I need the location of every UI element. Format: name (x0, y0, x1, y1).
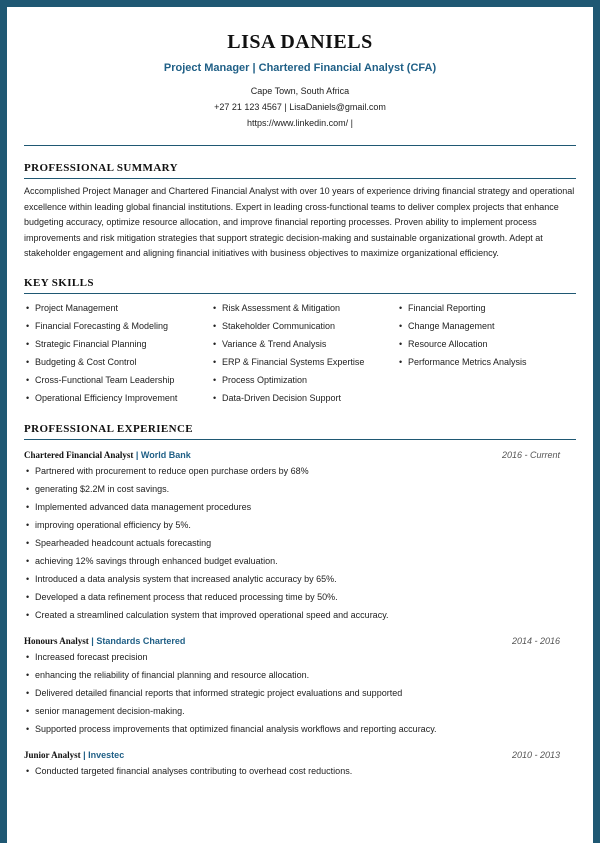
skill-item: • Resource Allocation (397, 335, 583, 353)
job-separator: | (135, 449, 139, 460)
skill-item: • Process Optimization (211, 371, 397, 389)
job-bullets (24, 462, 576, 624)
job-title-line (24, 634, 185, 648)
job-bullet: • enhancing the reliability of financial planning and resource allocation. (24, 666, 576, 684)
job-bullet: • Implemented advanced data management procedures (24, 498, 576, 516)
contact-phone-email[interactable]: +27 21 123 4567 | LisaDaniels@gmail.com (214, 102, 386, 112)
skills-section (24, 276, 576, 407)
job-bullet: • Delivered detailed financial reports that informed strategic project evaluations and supported (24, 684, 576, 702)
skill-item: • Strategic Financial Planning (24, 335, 211, 353)
job-bullets (24, 762, 576, 780)
skill-item: • Project Management (24, 299, 211, 317)
job-bullet: • Spearheaded headcount actuals forecasting (24, 534, 576, 552)
job-dates: 2014 - 2016 (511, 635, 560, 646)
job-entry (24, 748, 576, 780)
job-role: Honours Analyst (24, 635, 89, 646)
skill-item: • Financial Forecasting & Modeling (24, 317, 211, 335)
job-bullet: • Introduced a data analysis system that increased analytic accuracy by 65%. (24, 570, 576, 588)
skills-grid (24, 299, 576, 407)
skill-item: • Data-Driven Decision Support (211, 389, 397, 407)
skill-item: • Financial Reporting (397, 299, 583, 317)
job-header (24, 634, 576, 648)
job-entry (24, 448, 576, 624)
job-entry (24, 634, 576, 738)
job-header (24, 748, 576, 762)
experience-heading: PROFESSIONAL EXPERIENCE (24, 422, 576, 440)
job-header (24, 448, 576, 462)
job-company: World Bank (140, 449, 191, 460)
job-bullet: • Conducted targeted financial analyses contributing to overhead cost reductions. (24, 762, 576, 780)
job-bullets (24, 648, 576, 738)
job-role: Junior Analyst (24, 749, 81, 760)
job-bullet: • generating $2.2M in cost savings. (24, 480, 576, 498)
summary-text: Accomplished Project Manager and Chartered Financial Analyst with over 10 years of experience driving financial strategy and operational excellence within leading global financial institutions. Expert in leading cross-functional teams to deliver complex projects that enhance budgeting accuracy, optimize resource allocation, and improve financial reporting processes. Proven ability to implement process improvements and risk mitigation strategies that support strategic decision-making and sustainable organizational growth. Adept at stakeholder engagement and aligning financial initiatives with business objectives to maximize organizational efficiency. (24, 186, 575, 259)
job-title-line (24, 448, 191, 462)
job-company: Investec (88, 749, 125, 760)
skills-heading: KEY SKILLS (24, 276, 576, 294)
job-bullet: • achieving 12% savings through enhanced budget evaluation. (24, 552, 576, 570)
job-bullet: • Developed a data refinement process that reduced processing time by 50%. (24, 588, 576, 606)
job-bullet: • senior management decision-making. (24, 702, 576, 720)
skill-item: • Cross-Functional Team Leadership (24, 371, 211, 389)
skill-item: • Variance & Trend Analysis (211, 335, 397, 353)
skills-column-3 (397, 299, 583, 407)
job-separator: | (91, 635, 94, 646)
skill-item: • ERP & Financial Systems Expertise (211, 353, 397, 371)
job-bullet: • Partnered with procurement to reduce open purchase orders by 68% (24, 462, 576, 480)
resume-page (7, 7, 593, 843)
summary-heading: PROFESSIONAL SUMMARY (24, 161, 576, 179)
job-bullet: • Supported process improvements that optimized financial analysis workflows and reporting accuracy. (24, 720, 576, 738)
header-divider (24, 145, 576, 146)
job-bullet: • Created a streamlined calculation system that improved operational speed and accuracy. (24, 606, 576, 624)
job-dates: 2010 - 2013 (511, 749, 560, 760)
job-role: Chartered Financial Analyst (24, 449, 134, 460)
skill-item: • Performance Metrics Analysis (397, 353, 583, 371)
summary-section (24, 161, 576, 262)
skill-item: • Stakeholder Communication (211, 317, 397, 335)
job-company: Standards Chartered (96, 635, 186, 646)
job-dates: 2016 - Current (501, 449, 560, 460)
job-separator: | (83, 749, 86, 760)
skills-column-1 (24, 299, 211, 407)
candidate-name: LISA DANIELS (227, 31, 373, 53)
experience-section (24, 422, 576, 780)
contact-linkedin[interactable]: https://www.linkedin.com/ | (247, 118, 353, 128)
contact-location: Cape Town, South Africa (250, 86, 350, 96)
candidate-title: Project Manager | Chartered Financial Analyst (CFA) (163, 62, 437, 74)
skills-column-2 (211, 299, 397, 407)
job-title-line (24, 748, 124, 762)
skill-item: • Risk Assessment & Mitigation (211, 299, 397, 317)
job-bullet: • Increased forecast precision (24, 648, 576, 666)
skill-item: • Budgeting & Cost Control (24, 353, 211, 371)
job-bullet: • improving operational efficiency by 5%. (24, 516, 576, 534)
skill-item: • Change Management (397, 317, 583, 335)
skill-item: • Operational Efficiency Improvement (24, 389, 211, 407)
